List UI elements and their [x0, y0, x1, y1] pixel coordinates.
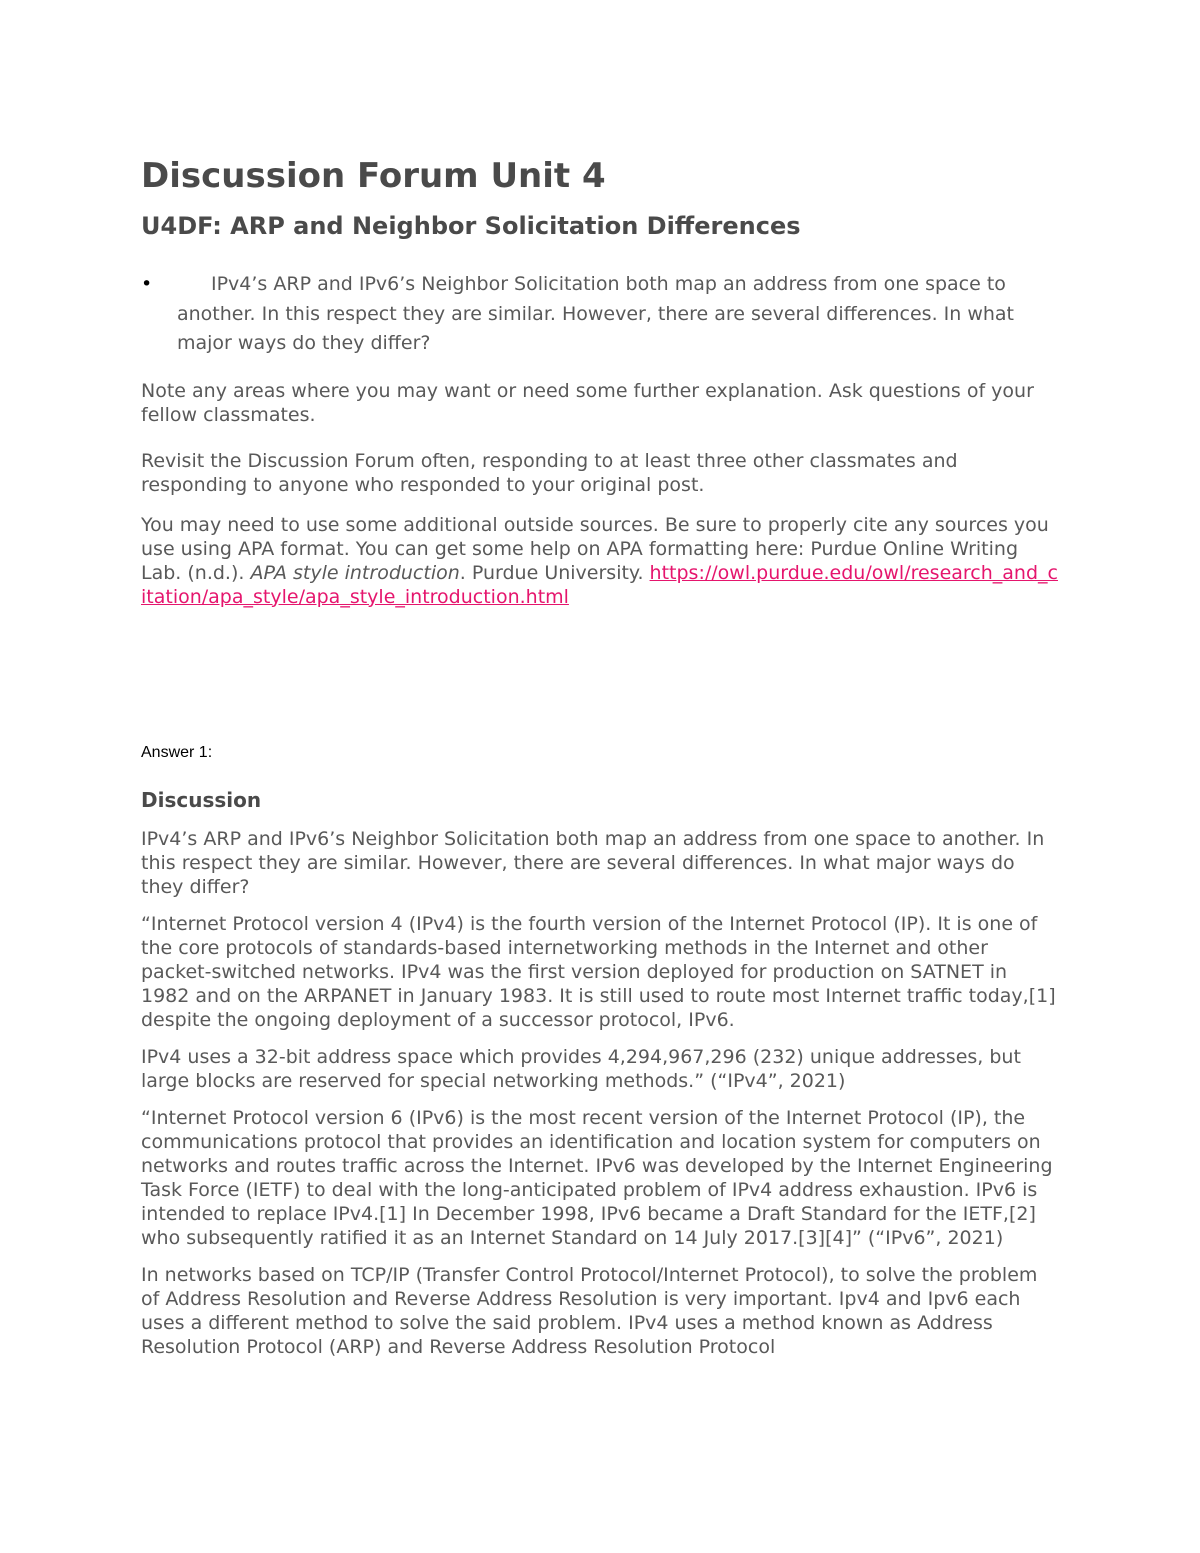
sources-after-italic-text: . Purdue University.: [459, 561, 650, 584]
bullet-icon: •: [141, 273, 153, 295]
answer-paragraph: IPv4’s ARP and IPv6’s Neighbor Solicitation both map an address from one space to another. In this respect they are similar. However, there are several differences. In what major ways do they differ?: [141, 827, 1045, 898]
answer-paragraph: IPv4 uses a 32-bit address space which provides 4,294,967,296 (232) unique addresses, but large blocks are reserved for special networking methods.” (“IPv4”, 2021): [141, 1045, 1021, 1092]
answer-label: Answer 1:: [141, 743, 213, 761]
document-subtitle: U4DF: ARP and Neighbor Solicitation Differences: [141, 212, 801, 240]
sources-paragraph: [141, 513, 1061, 609]
note-paragraph: Note any areas where you may want or need some further explanation. Ask questions of your fellow classmates.: [141, 379, 1034, 426]
bullet-list-item: [141, 270, 1061, 359]
answer-paragraph: “Internet Protocol version 4 (IPv4) is the fourth version of the Internet Protocol (IP). It is one of the core protocols of standards-based internetworking methods in the Internet and other packet-switched networks. IPv4 was the first version deployed for production on SATNET in 1982 and on the ARPANET in January 1983. It is still used to route most Internet traffic today,[1] despite the ongoing deployment of a successor protocol, IPv6.: [141, 912, 1056, 1031]
revisit-paragraph: Revisit the Discussion Forum often, responding to at least three other classmates and responding to anyone who responded to your original post.: [141, 449, 958, 496]
answer-paragraph: In networks based on TCP/IP (Transfer Control Protocol/Internet Protocol), to solve the problem of Address Resolution and Reverse Address Resolution is very important. Ipv4 and Ipv6 each uses a different method to solve the said problem. IPv4 uses a method known as Address Resolution Protocol (ARP) and Reverse Address Resolution Protocol: [141, 1263, 1038, 1358]
discussion-heading: Discussion: [141, 787, 262, 812]
apa-title-italic: APA style introduction: [250, 561, 460, 584]
purdue-owl-link[interactable]: https://owl.purdue.edu/owl/research_and_citation/apa_style/apa_style_introduction.html: [141, 561, 1058, 608]
answer-paragraph: “Internet Protocol version 6 (IPv6) is the most recent version of the Internet Protocol (IP), the communications protocol that provides an identification and location system for computers on networks and routes traffic across the Internet. IPv6 was developed by the Internet Engineering Task Force (IETF) to deal with the long-anticipated problem of IPv4 address exhaustion. IPv6 is intended to replace IPv4.[1] In December 1998, IPv6 became a Draft Standard for the IETF,[2] who subsequently ratified it as an Internet Standard on 14 July 2017.[3][4]” (“IPv6”, 2021): [141, 1106, 1053, 1249]
document-page: [141, 150, 1061, 1359]
bullet-text: IPv4’s ARP and IPv6’s Neighbor Solicitation both map an address from one space to another. In this respect they are similar. However, there are several differences. In what major ways do they differ?: [177, 273, 1015, 354]
document-title: Discussion Forum Unit 4: [141, 156, 606, 196]
sources-intro-text: You may need to use some additional outside sources. Be sure to properly cite any sources you use using APA format. You can get some help on APA formatting here: Purdue Online Writing Lab. (n.d.).: [141, 513, 1049, 584]
